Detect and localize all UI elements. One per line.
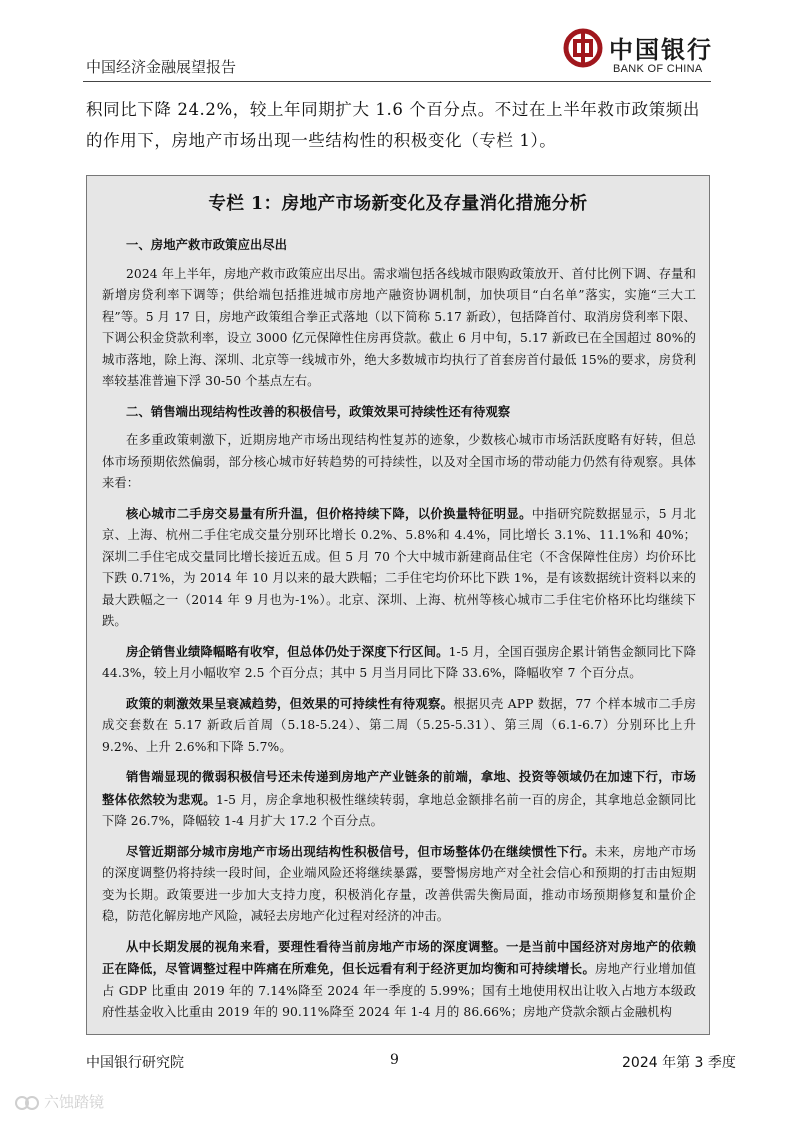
paragraph-4-lead: 房企销售业绩降幅略有收窄，但总体仍处于深度下行区间。 — [126, 643, 449, 659]
paragraph-6 — [102, 766, 696, 833]
section-heading-2: 二、销售端出现结构性改善的积极信号，政策效果可持续性还有待观察 — [126, 403, 511, 419]
header-divider — [83, 81, 711, 82]
paragraph-7-body: 未来，房地产市场的深度调整仍将持续一段时间，企业端风险还将继续暴露，要警惕房地产对全社会信心和预期的打击由短期变为长期。政策要进一步加大支持力度，积极消化存量，改善供需失衡局面，推动市场预期修复和量价企稳，防范化解房地产风险，减轻去房地产化过程对经济的冲击。 — [102, 844, 696, 923]
paragraph-3 — [102, 503, 696, 633]
bank-logo — [563, 26, 713, 82]
box-title: 专栏 1：房地产市场新变化及存量消化措施分析 — [208, 194, 588, 214]
page-number: 9 — [390, 1052, 399, 1068]
watermark — [14, 1091, 104, 1112]
paragraph-6-body: 1-5 月，房企拿地积极性继续转弱，拿地总金额排名前一百的房企，其拿地总金额同比下降 26.7%，降幅较 1-4 月扩大 17.2 个百分点。 — [102, 792, 696, 828]
paragraph-5-lead: 政策的刺激效果呈衰减趋势，但效果的可持续性有待观察。 — [126, 695, 454, 711]
watermark-text: 六蚀踏镜 — [44, 1093, 105, 1111]
intro-line-1: 积同比下降 24.2%，较上年同期扩大 1.6 个百分点。不过在上半年救市政策频出 — [86, 100, 700, 119]
paragraph-8-lead: 从中长期发展的视角来看，要理性看待当前房地产市场的深度调整。一是当前中国经济对房地产的依赖正在降低，尽管调整过程中阵痛在所难免，但长远看有利于经济更加均衡和可持续增长。 — [102, 938, 696, 976]
paragraph-3-lead: 核心城市二手房交易量有所升温，但价格持续下降，以价换量特征明显。 — [126, 505, 532, 521]
logo-english-name: BANK OF CHINA — [613, 63, 703, 75]
footer-institute: 中国银行研究院 — [86, 1055, 184, 1071]
paragraph-8 — [102, 936, 696, 1024]
paragraph-6-lead: 销售端显现的微弱积极信号还未传递到房地产产业链条的前端，拿地、投资等领域仍在加速下行，市场整体依然较为悲观。 — [102, 769, 696, 807]
report-title: 中国经济金融展望报告 — [86, 58, 237, 76]
paragraph-7-lead: 尽管近期部分城市房地产市场出现结构性积极信号，但市场整体仍在继续惯性下行。 — [126, 843, 595, 859]
paragraph-3-body: 中指研究院数据显示，5 月北京、上海、杭州二手住宅成交量分别环比增长 0.2%、5.8%和 4.4%，同比增长 3.1%、11.1%和 40%；深圳二手住宅成交量同比增长接近五成。但 5 月 70 个大中城市新建商品住宅（不含保障性住房）均价环比下跌 0.71%，为 2014 年 10 月以来的最大跌幅；二手住宅均价环比下跌 1%，是有该数据统计资料以来的最大跌幅之一（2014 年 9 月也为-1%）。北京、深圳、上海、杭州等核心城市二手住宅价格环比均继续下跌。 — [102, 506, 697, 628]
logo-chinese-name: 中国银行 — [609, 35, 713, 64]
lens-icon — [14, 1094, 40, 1112]
paragraph-2: 在多重政策刺激下，近期房地产市场出现结构性复苏的迹象，少数核心城市市场活跃度略有好转，但总体市场预期依然偏弱，部分核心城市好转趋势的可持续性，以及对全国市场的带动能力仍然有待观察。具体来看： — [102, 433, 696, 490]
paragraph-5-body: 根据贝壳 APP 数据，77 个样本城市二手房成交套数在 5.17 新政后首周（5.18-5.24）、第二周（5.25-5.31）、第三周（6.1-6.7）分别环比上升 9.2%、上升 2.6%和下降 5.7%。 — [102, 696, 696, 754]
paragraph-7 — [102, 841, 696, 928]
bank-of-china-emblem-icon — [563, 28, 603, 68]
paragraph-5 — [102, 693, 696, 759]
section-heading-1: 一、房地产救市政策应出尽出 — [126, 237, 288, 252]
paragraph-4 — [102, 641, 696, 685]
feature-box — [86, 175, 710, 1035]
intro-line-2: 的作用下，房地产市场出现一些结构性的积极变化（专栏 1）。 — [86, 131, 557, 150]
paragraph-1: 2024 年上半年，房地产救市政策应出尽出。需求端包括各线城市限购政策放开、首付比例下调、存量和新增房贷利率下调等；供给端包括推进城市房地产融资协调机制，加快项目“白名单”落实，实施“三大工程”等。5 月 17 日，房地产政策组合拳正式落地（以下简称 5.17 新政），包括降首付、取消房贷利率下限、下调公积金贷款利率，设立 3000 亿元保障性住房再贷款。截止 6 月中旬，5.17 新政已在全国超过 80%的城市落地，除上海、深圳、北京等一线城市外，绝大多数城市均执行了首套房首付最低 15%的要求，房贷利率较基准普遍下浮 30-50 个基点左右。 — [102, 266, 696, 388]
paragraph-4-body: 1-5 月，全国百强房企累计销售金额同比下降 44.3%，较上月小幅收窄 2.5 个百分点；其中 5 月当月同比下降 33.6%，降幅收窄 7 个百分点。 — [102, 644, 696, 680]
intro-paragraph — [86, 94, 710, 156]
paragraph-8-body: 房地产行业增加值占 GDP 比重由 2019 年的 7.14%降至 2024 年一季度的 5.99%；国有土地使用权出让收入占地方本级政府性基金收入比重由 2019 年的 90.11%降至 2024 年 1-4 月的 86.66%；房地产贷款余额占金融机构 — [102, 962, 696, 1019]
footer-quarter: 2024 年第 3 季度 — [622, 1055, 736, 1071]
box-body — [102, 234, 696, 1032]
